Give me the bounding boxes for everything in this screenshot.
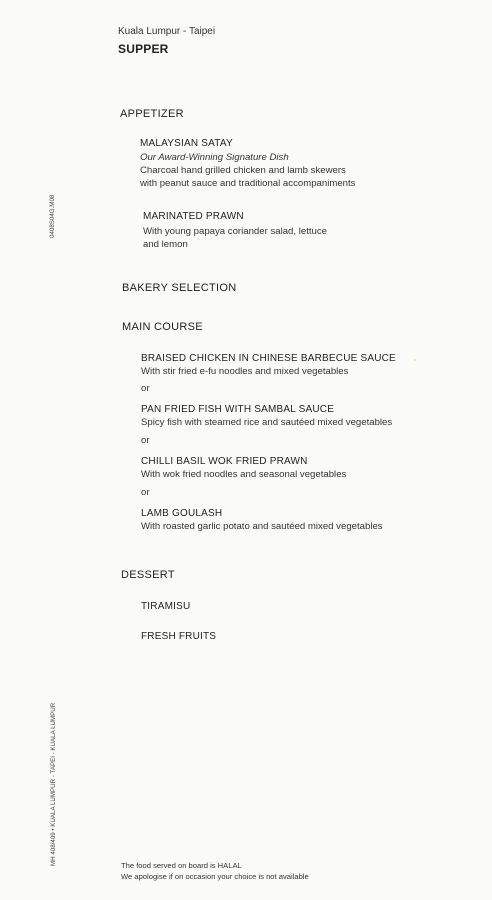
or-separator: or: [141, 383, 150, 394]
or-separator: or: [141, 435, 150, 446]
section-appetizer: APPETIZER: [120, 108, 184, 120]
menu-code-vertical: 0408S04G.M08: [49, 194, 56, 238]
paper-speck: [414, 359, 416, 361]
or-separator: or: [141, 487, 150, 498]
dish-name: MARINATED PRAWN: [143, 211, 244, 222]
dish-name: FRESH FRUITS: [141, 631, 217, 642]
section-dessert: DESSERT: [121, 569, 175, 581]
dish-description: Charcoal hand grilled chicken and lamb skewers: [140, 165, 346, 176]
availability-notice: We apologise if on occasion your choice is not available: [121, 872, 309, 881]
section-bakery: BAKERY SELECTION: [122, 282, 237, 294]
dish-name: LAMB GOULASH: [141, 508, 223, 519]
dish-name: MALAYSIAN SATAY: [140, 138, 233, 149]
dish-tagline: Our Award-Winning Signature Dish: [140, 152, 289, 163]
flight-route-vertical: MH 408/409 • KUALA LUMPUR - TAPEI - KUALA LUMPUR: [50, 702, 57, 866]
route-label: Kuala Lumpur - Taipei: [118, 26, 216, 37]
dish-description: With wok fried noodles and seasonal vegetables: [141, 469, 347, 480]
section-main-course: MAIN COURSE: [122, 321, 203, 333]
dish-name: PAN FRIED FISH WITH SAMBAL SAUCE: [141, 404, 335, 415]
dish-description: and lemon: [143, 239, 188, 250]
dish-description: Spicy fish with steamed rice and sautéed mixed vegetables: [141, 417, 393, 428]
dish-name: CHILLI BASIL WOK FRIED PRAWN: [141, 456, 308, 467]
dish-description: with peanut sauce and traditional accompaniments: [140, 178, 356, 189]
meal-title: SUPPER: [118, 42, 169, 56]
halal-notice: The food served on board is HALAL: [121, 861, 242, 870]
dish-description: With stir fried e-fu noodles and mixed vegetables: [141, 366, 349, 377]
dish-name: BRAISED CHICKEN IN CHINESE BARBECUE SAUCE: [141, 353, 396, 364]
dish-description: With roasted garlic potato and sautéed mixed vegetables: [141, 521, 383, 532]
dish-name: TIRAMISU: [141, 601, 191, 612]
dish-description: With young papaya coriander salad, lettuce: [143, 226, 327, 237]
